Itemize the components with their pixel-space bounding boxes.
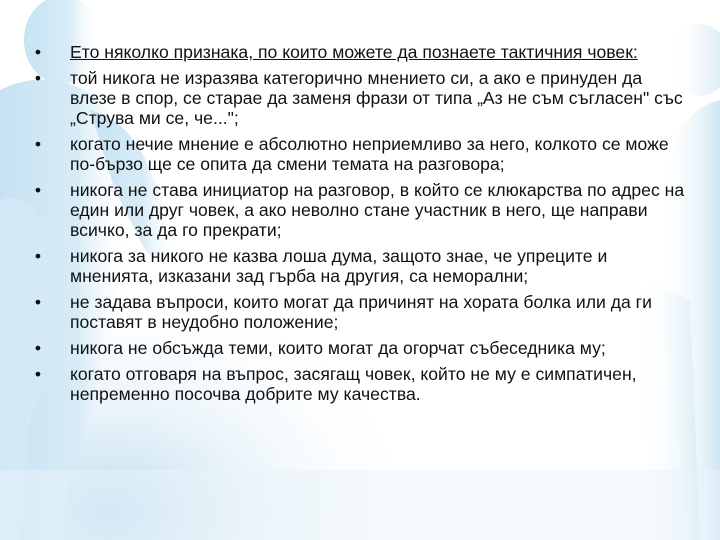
bullet-icon: • [34, 338, 42, 358]
list-item-text: когато нечие мнение е абсолютно неприемливо за него, колкото се може по-бързо ще се опита да смени темата на разговора; [70, 134, 669, 174]
list-item-text: никога за никого не казва лоша дума, защото знае, че упреците и мненията, изказани зад гърба на другия, са неморални; [70, 246, 608, 286]
list-item [28, 68, 688, 128]
list-item-text: не задава въпроси, които могат да причинят на хората болка или да ги поставят в неудобно положение; [70, 292, 652, 332]
bullet-icon: • [34, 134, 42, 154]
list-item [28, 364, 688, 404]
bullet-icon: • [34, 292, 42, 312]
list-item [28, 246, 688, 286]
slide-content [28, 42, 688, 410]
list-item [28, 180, 688, 240]
list-item-text: Ето няколко признака, по които можете да познаете тактичния човек: [70, 42, 638, 62]
bullet-icon: • [34, 180, 42, 200]
bullet-icon: • [34, 364, 42, 384]
bullet-icon: • [34, 42, 42, 62]
bullet-list [28, 42, 688, 404]
bullet-icon: • [34, 246, 42, 266]
list-item-text: когато отговаря на въпрос, засягащ човек, който не му е симпатичен, непременно посочва добрите му качества. [70, 364, 637, 404]
list-item-text: никога не става инициатор на разговор, в който се клюкарства по адрес на един или друг човек, а ако неволно стане участник в него, ще направи всичко, за да го прекрати; [70, 180, 685, 240]
list-item-text: никога не обсъжда теми, които могат да огорчат събеседника му; [70, 338, 606, 358]
list-item-text: той никога не изразява категорично мнението си, а ако е принуден да влезе в спор, се старае да заменя фрази от типа „Аз не съм съгласен" със „Струва ми се, че..."; [70, 68, 683, 128]
list-item [28, 134, 688, 174]
list-item [28, 292, 688, 332]
bullet-icon: • [34, 68, 42, 88]
list-item [28, 42, 688, 62]
list-item [28, 338, 688, 358]
